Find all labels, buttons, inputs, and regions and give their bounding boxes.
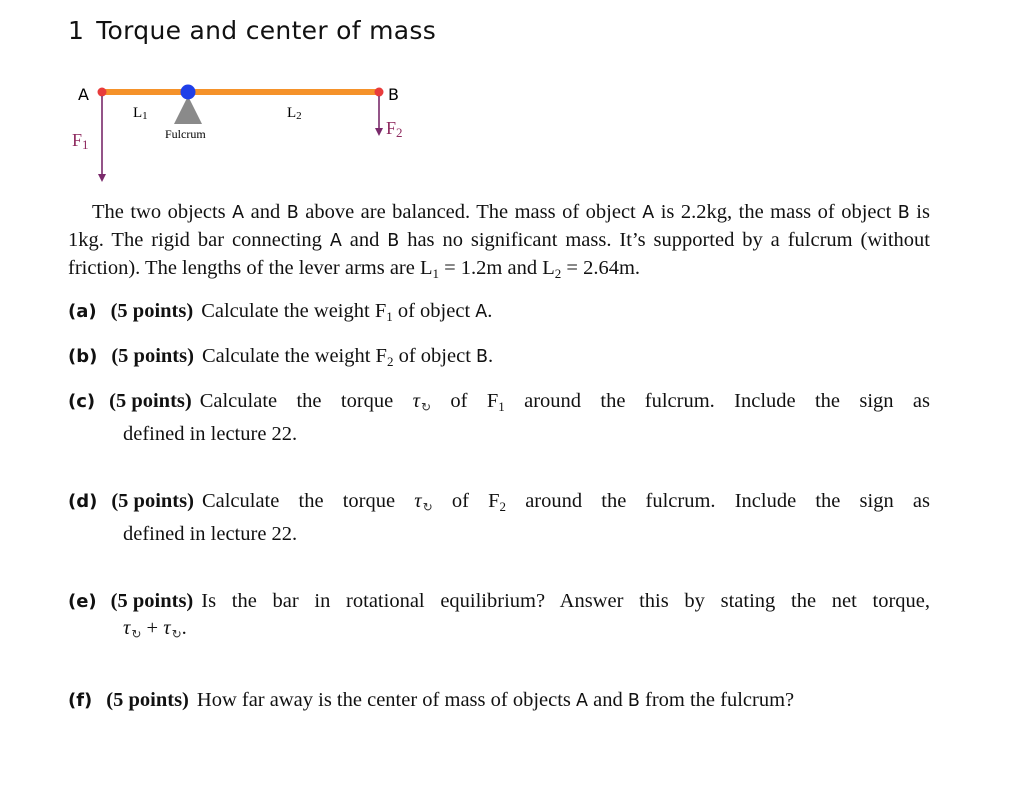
question-text-part: Calculate the torque — [199, 390, 413, 412]
intro-text: has no significant mass. It’s supported by a fulcrum (without friction). The lengths of the lever arms are L — [68, 229, 930, 279]
question-text — [202, 343, 930, 371]
question-text-part: of F — [431, 390, 499, 412]
period: . — [181, 617, 187, 639]
question-text-continuation: defined in lecture 22. — [123, 423, 298, 445]
question-label: (c) — [68, 391, 96, 412]
question-text-part: How far away is the center of mass of objects — [196, 689, 577, 711]
question-b — [68, 343, 930, 371]
intro-text: = 2.64m. — [561, 257, 641, 279]
clockwise-icon: ↻ — [422, 500, 433, 514]
label-l2-sub: 2 — [296, 110, 302, 122]
subscript: 1 — [432, 266, 439, 281]
object-b-dot — [375, 88, 384, 97]
question-text: Is the bar in rotational equilibrium? Answer this by stating the net torque, — [201, 590, 930, 612]
question-label: (e) — [68, 591, 97, 612]
label-f2 — [386, 118, 403, 140]
question-text-part: around the fulcrum. Include the sign as — [504, 390, 930, 412]
label-l1 — [133, 105, 148, 122]
label-l1-letter: L — [133, 105, 143, 121]
torque-symbol: τ — [123, 617, 131, 639]
intro-text: and — [341, 229, 388, 251]
label-l2 — [287, 105, 302, 122]
label-f1-letter: F — [72, 130, 83, 150]
question-f — [68, 687, 930, 715]
question-text-part: of F — [432, 490, 500, 512]
subscript: 1 — [386, 309, 393, 324]
question-text-part: from the fulcrum? — [639, 689, 795, 711]
object-b-ref: B — [286, 203, 299, 223]
net-torque-expression — [68, 615, 930, 648]
intro-text: = 1.2m and L — [439, 257, 555, 279]
section-title-text: Torque and center of mass — [96, 16, 437, 45]
question-text-part: . — [488, 345, 494, 367]
question-points: (5 points) — [110, 300, 194, 322]
question-label: (a) — [68, 301, 97, 322]
question-points: (5 points) — [110, 590, 194, 612]
section-number: 1 — [68, 16, 85, 45]
label-b: B — [388, 85, 399, 104]
clockwise-icon: ↻ — [420, 400, 432, 414]
object-b-ref: B — [627, 691, 640, 711]
question-text-continuation: defined in lecture 22. — [123, 523, 298, 545]
question-c — [68, 388, 930, 448]
object-a-ref: A — [642, 203, 655, 223]
label-f1-sub: 1 — [82, 137, 89, 152]
label-f2-sub: 2 — [396, 125, 403, 140]
object-a-dot — [98, 88, 107, 97]
question-text-part: Calculate the torque — [201, 490, 415, 512]
intro-paragraph — [68, 199, 930, 282]
object-a-ref: A — [576, 691, 588, 711]
pivot-point — [181, 85, 196, 100]
label-l1-sub: 1 — [142, 110, 148, 122]
question-text — [202, 488, 930, 521]
label-a: A — [78, 85, 89, 104]
intro-text: and — [244, 201, 287, 223]
question-text-part: Calculate the weight F — [201, 345, 387, 367]
object-b-ref: B — [897, 203, 910, 223]
intro-text: The two objects — [92, 201, 233, 223]
plus-sign: + — [141, 617, 164, 639]
question-e — [68, 588, 930, 648]
question-text — [201, 298, 930, 326]
question-text-part: . — [487, 300, 493, 322]
fulcrum-triangle — [174, 96, 202, 124]
question-text — [197, 687, 930, 715]
question-d — [68, 488, 930, 548]
object-b-ref: B — [476, 347, 489, 367]
question-label: (b) — [68, 346, 98, 367]
lever-diagram — [0, 0, 1024, 200]
intro-text: is 2.2kg, the mass of object — [654, 201, 898, 223]
question-text-part: and — [588, 689, 628, 711]
question-text-part: of object — [393, 345, 477, 367]
subscript: 1 — [498, 399, 505, 414]
object-a-ref: A — [475, 302, 488, 322]
label-f2-letter: F — [386, 118, 397, 138]
label-fulcrum: Fulcrum — [165, 127, 206, 141]
question-points: (5 points) — [109, 390, 192, 412]
subscript: 2 — [386, 354, 394, 369]
question-points: (5 points) — [106, 689, 189, 711]
torque-symbol: τ — [163, 617, 171, 639]
question-text-part: around the fulcrum. Include the sign as — [506, 490, 930, 512]
question-text — [200, 388, 930, 421]
subscript: 2 — [499, 499, 507, 514]
subscript: 2 — [554, 266, 562, 281]
torque-symbol: τ — [414, 490, 422, 512]
object-a-ref: A — [329, 231, 342, 251]
question-points: (5 points) — [111, 345, 194, 367]
object-a-ref: A — [232, 203, 245, 223]
intro-text: is 1kg. The rigid bar connecting — [68, 201, 930, 251]
object-b-ref: B — [387, 231, 400, 251]
question-a — [68, 298, 930, 326]
question-label: (f) — [68, 690, 93, 711]
question-points: (5 points) — [111, 490, 194, 512]
torque-symbol: τ — [412, 390, 420, 412]
intro-text: above are balanced. The mass of object — [298, 201, 643, 223]
question-label: (d) — [68, 491, 98, 512]
label-f1 — [72, 130, 89, 152]
clockwise-icon: ↻ — [171, 627, 182, 641]
clockwise-icon: ↻ — [131, 627, 142, 641]
question-text-part: Calculate the weight F — [201, 300, 387, 322]
question-text-part: of object — [392, 300, 476, 322]
label-l2-letter: L — [287, 105, 297, 121]
